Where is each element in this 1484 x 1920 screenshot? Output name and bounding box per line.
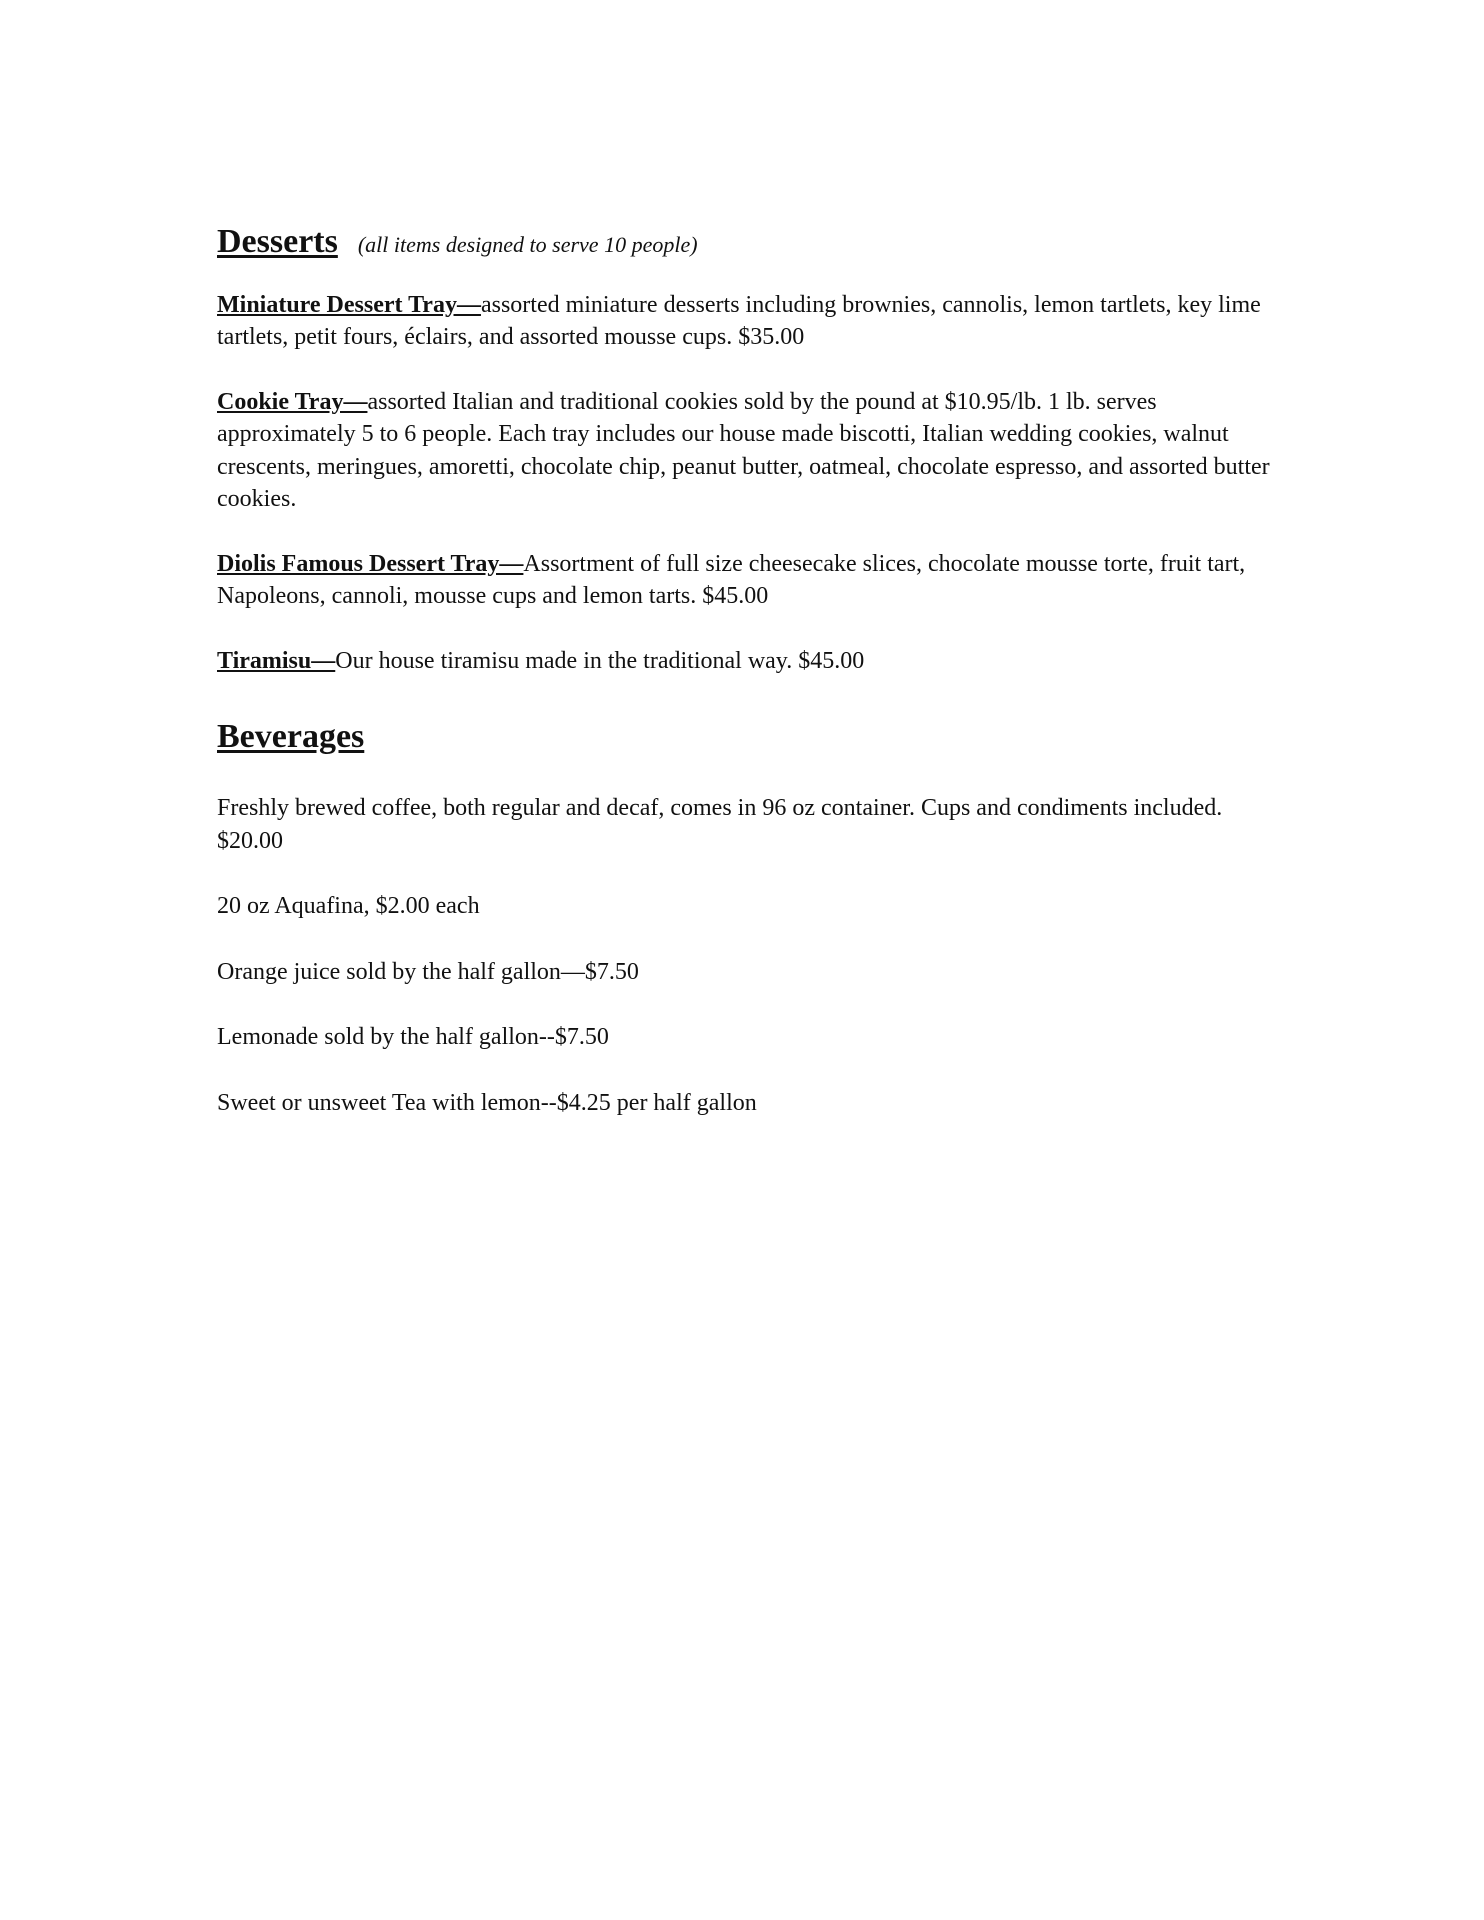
dessert-item-miniature-tray (217, 289, 1277, 354)
dessert-item-name: Miniature Dessert Tray— (217, 291, 481, 318)
beverage-item-aquafina: 20 oz Aquafina, $2.00 each (217, 893, 480, 920)
beverage-item-orange-juice: Orange juice sold by the half gallon—$7.50 (217, 958, 639, 985)
dessert-item-description: assorted Italian and traditional cookies sold by the pound at $10.95/lb. 1 lb. serves approximately 5 to 6 people. Each tray includes our house made biscotti, Italian wedding cookies, walnut crescents, meringues, amoretti, chocolate chip, peanut butter, oatmeal, chocolate espresso, and assorted butter cookies. (217, 388, 1270, 513)
dessert-item-description: assorted miniature desserts including brownies, cannolis, lemon tartlets, key lime tartlets, petit fours, éclairs, and assorted mousse cups. $35.00 (217, 291, 1261, 351)
beverage-item-lemonade: Lemonade sold by the half gallon--$7.50 (217, 1024, 609, 1051)
dessert-item-description: Assortment of full size cheesecake slices, chocolate mousse torte, fruit tart, Napoleons, cannoli, mousse cups and lemon tarts. $45.00 (217, 550, 1246, 610)
dessert-item-cookie-tray (217, 386, 1277, 516)
desserts-serving-note: (all items designed to serve 10 people) (357, 232, 698, 257)
beverage-item-tea: Sweet or unsweet Tea with lemon--$4.25 per half gallon (217, 1089, 757, 1116)
menu-page (217, 222, 1277, 1152)
dessert-item-description: Our house tiramisu made in the traditional way. $45.00 (335, 647, 865, 674)
dessert-item-diolis-tray (217, 548, 1277, 613)
desserts-heading-row (217, 222, 1277, 263)
dessert-item-tiramisu (217, 645, 1277, 678)
dessert-item-name: Tiramisu— (217, 647, 336, 674)
beverage-item-coffee: Freshly brewed coffee, both regular and decaf, comes in 96 oz container. Cups and condiments included. $20.00 (217, 795, 1223, 854)
dessert-item-name: Cookie Tray— (217, 388, 368, 415)
dessert-item-name: Diolis Famous Dessert Tray— (217, 550, 524, 577)
beverages-heading: Beverages (217, 718, 365, 756)
desserts-heading: Desserts (217, 223, 338, 260)
